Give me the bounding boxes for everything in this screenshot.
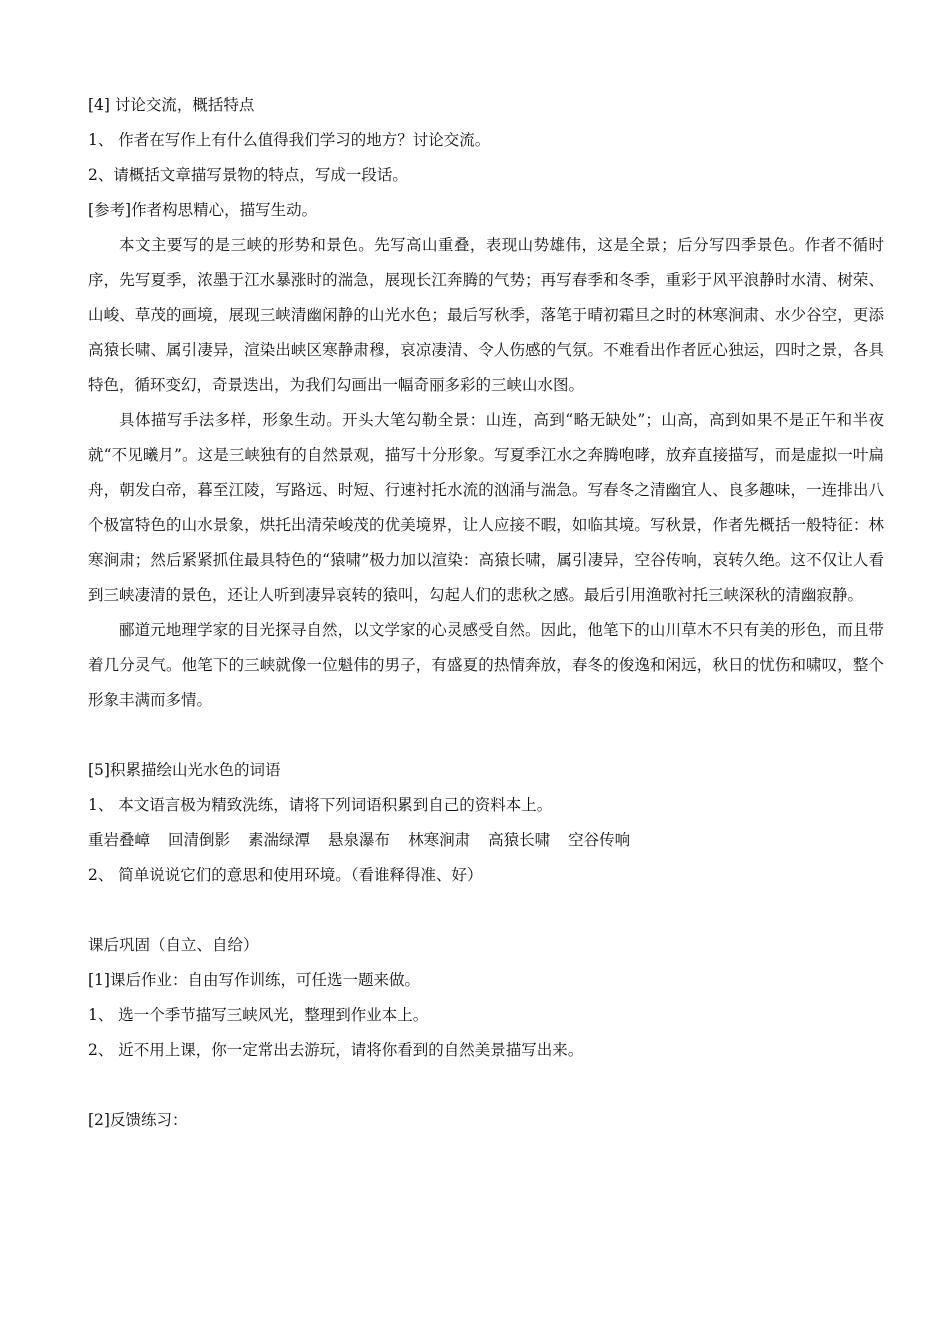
vocab-item: 悬泉瀑布 [328, 831, 391, 849]
vocab-question-1: 1、 本文语言极为精致洗练，请将下列词语积累到自己的资料本上。 [88, 796, 553, 814]
feedback-heading: [2]反馈练习： [88, 1111, 188, 1129]
after-class-heading: 课后巩固（自立、自给） [88, 936, 259, 954]
section-4-heading: [4] 讨论交流，概括特点 [88, 96, 255, 114]
homework-item-1: 1、 选一个季节描写三峡风光，整理到作业本上。 [88, 1006, 429, 1024]
spacer [88, 893, 884, 928]
vocab-item: 高猿长啸 [488, 831, 551, 849]
homework-item-2: 2、 近不用上课，你一定常出去游玩，请将你看到的自然美景描写出来。 [88, 1041, 584, 1059]
reference-paragraph-3: 郦道元地理学家的目光探寻自然，以文学家的心灵感受自然。因此，他笔下的山川草木不只有美的形色，而且带着几分灵气。他笔下的三峡就像一位魁伟的男子，有盛夏的热情奔放，春冬的俊逸和闲远，秋日的忧伤和啸叹，整个形象丰满而多情。 [88, 621, 884, 709]
homework-heading: [1]课后作业：自由写作训练，可任选一题来做。 [88, 971, 420, 989]
reference-heading: [参考]作者构思精心，描写生动。 [88, 201, 318, 219]
reference-paragraph-2: 具体描写手法多样，形象生动。开头大笔勾勒全景：山连，高到“略无缺处”；山高，高到如果不是正午和半夜就“不见曦月”。这是三峡独有的自然景观，描写十分形象。写夏季江水之奔腾咆哮，放弃直接描写，而是虚拟一叶扁舟，朝发白帝，暮至江陵，写路远、时短、行速衬托水流的汹涌与湍急。写春冬之清幽宜人、良多趣味，一连排出八个极富特色的山水景象，烘托出清荣峻茂的优美境界，让人应接不暇，如临其境。写秋景，作者先概括一般特征：林寒涧肃；然后紧紧抓住最具特色的“猿啸”极力加以渲染：高猿长啸，属引凄异，空谷传响，哀转久绝。这不仅让人看到三峡凄清的景色，还让人听到凄异哀转的猿叫，勾起人们的悲秋之感。最后引用渔歌衬托三峡深秋的清幽寂静。 [88, 411, 884, 604]
vocab-item: 林寒涧肃 [408, 831, 471, 849]
discussion-question-2: 2、请概括文章描写景物的特点，写成一段话。 [88, 166, 408, 184]
reference-paragraph-1: 本文主要写的是三峡的形势和景色。先写高山重叠，表现山势雄伟，这是全景；后分写四季景色。作者不循时序，先写夏季，浓墨于江水暴涨时的湍急，展现长江奔腾的气势；再写春季和冬季，重彩于风平浪静时水清、树荣、山峻、草茂的画境，展现三峡清幽闲静的山光水色；最后写秋季，落笔于晴初霜旦之时的林寒涧肃、水少谷空，更添高猿长啸、属引凄异，渲染出峡区寒静肃穆，哀凉凄清、令人伤感的气氛。不难看出作者匠心独运，四时之景，各具特色，循环变幻，奇景迭出，为我们勾画出一幅奇丽多彩的三峡山水图。 [88, 236, 884, 394]
vocab-item: 重岩叠嶂 [88, 831, 151, 849]
vocab-item: 回清倒影 [168, 831, 231, 849]
spacer [88, 1068, 884, 1103]
vocab-item: 素湍绿潭 [248, 831, 311, 849]
spacer [88, 718, 884, 753]
vocab-question-2: 2、 简单说说它们的意思和使用环境。（看谁释得准、好） [88, 866, 483, 884]
discussion-question-1: 1、 作者在写作上有什么值得我们学习的地方？讨论交流。 [88, 131, 491, 149]
section-5-heading: [5]积累描绘山光水色的词语 [88, 761, 281, 779]
vocab-item: 空谷传响 [568, 831, 631, 849]
vocab-list [88, 823, 884, 858]
